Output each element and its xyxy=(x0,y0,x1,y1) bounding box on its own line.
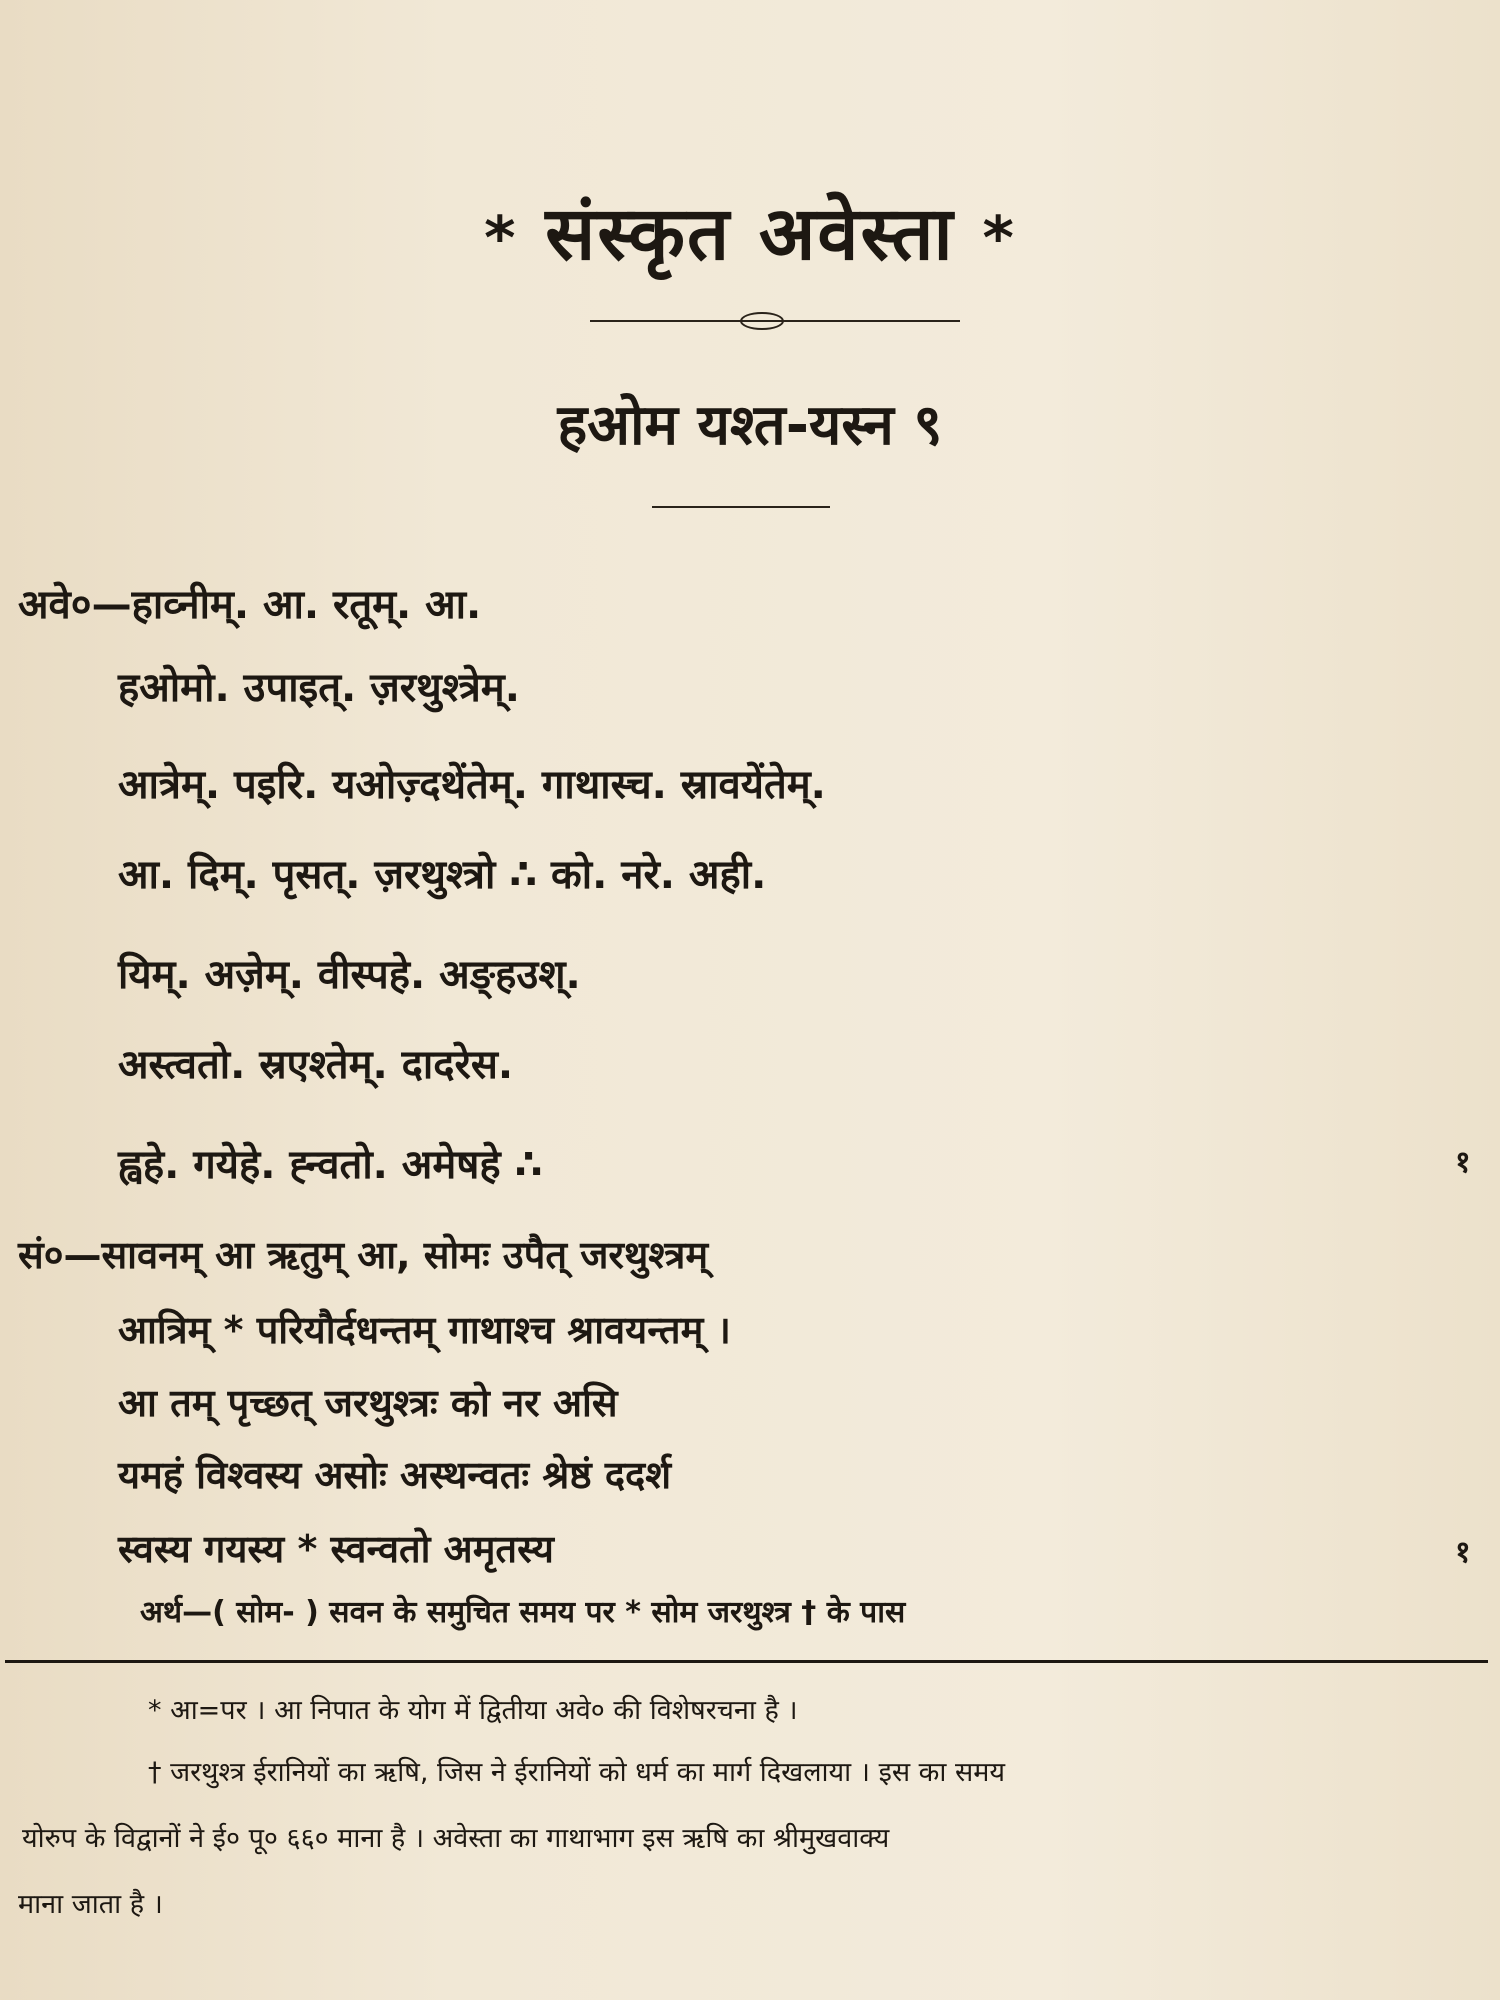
avesta-line-2: हओमो. उपाइत्. ज़रथुश्त्रेम्. xyxy=(118,665,520,711)
avesta-line-6: अस्त्वतो. स्रएश्तेम्. दादरेस. xyxy=(118,1042,514,1088)
page-title xyxy=(0,180,1500,281)
footnote-2-end: माना जाता है । xyxy=(18,1889,163,1920)
sanskrit-line-5: स्वस्य गयस्य * स्वन्वतो अमृतस्य xyxy=(118,1527,554,1571)
footnote-separator xyxy=(5,1660,1488,1663)
sanskrit-label: सं०— xyxy=(18,1233,102,1277)
avesta-line-1 xyxy=(18,575,481,630)
avesta-line-4: आ. दिम्. पृसत्. ज़रथुश्त्रो ∴ को. नरे. अही. xyxy=(118,852,767,898)
avesta-label: अवे०— xyxy=(18,582,132,628)
section-heading: हओम यश्त-यस्न ९ xyxy=(557,393,943,458)
meaning-line: अर्थ—( सोम- ) सवन के समुचित समय पर * सोम जरथुश्त्र † के पास xyxy=(140,1595,906,1630)
title-ornament xyxy=(740,312,784,330)
avesta-verse-number: १ xyxy=(1455,1145,1471,1180)
footnote-1: * आ=पर । आ निपात के योग में द्वितीया अवे० की विशेषरचना है । xyxy=(148,1695,798,1726)
footnote-2: † जरथुश्त्र ईरानियों का ऋषि, जिस ने ईरानियों को धर्म का मार्ग दिखलाया । इस का समय xyxy=(148,1757,1006,1788)
sanskrit-line-3: आ तम् पृच्छत् जरथुश्त्रः को नर असि xyxy=(118,1381,618,1425)
avesta-line-5: यिम्. अज़ेम्. वीस्पहे. अङ्हउश्. xyxy=(118,952,581,998)
sanskrit-line-2: आत्रिम् * परियौर्दधन्तम् गाथाश्च श्रावयन्तम् । xyxy=(118,1308,731,1352)
title-text: संस्कृत अवेस्ता xyxy=(545,191,955,277)
avesta-line-3: आत्रेम्. पइरि. यओज़्दथेंतेम्. गाथास्च. स्रावयेंतेम्. xyxy=(118,762,826,808)
title-star-right: * xyxy=(982,203,1016,274)
sanskrit-line-4: यमहं विश्वस्य असोः अस्थन्वतः श्रेष्ठं ददर्श xyxy=(118,1453,672,1497)
avesta-line-7: ह्वहे. गयेहे. ह्न्वतो. अमेषहे ∴ xyxy=(118,1142,543,1188)
footnote-2-cont: योरुप के विद्वानों ने ई० पू० ६६० माना है । अवेस्ता का गाथाभाग इस ऋषि का श्रीमुखवाक्य xyxy=(22,1823,890,1854)
sanskrit-verse-number: १ xyxy=(1455,1535,1471,1570)
sanskrit-text: सावनम् आ ऋतुम् आ, सोमः उपैत् जरथुश्त्रम् xyxy=(101,1233,709,1277)
sanskrit-line-1 xyxy=(18,1228,708,1280)
title-star-left: * xyxy=(484,203,518,274)
avesta-text: हाव्नीम्. आ. रतूम्. आ. xyxy=(131,582,482,628)
heading-ornament-rule xyxy=(652,506,830,508)
